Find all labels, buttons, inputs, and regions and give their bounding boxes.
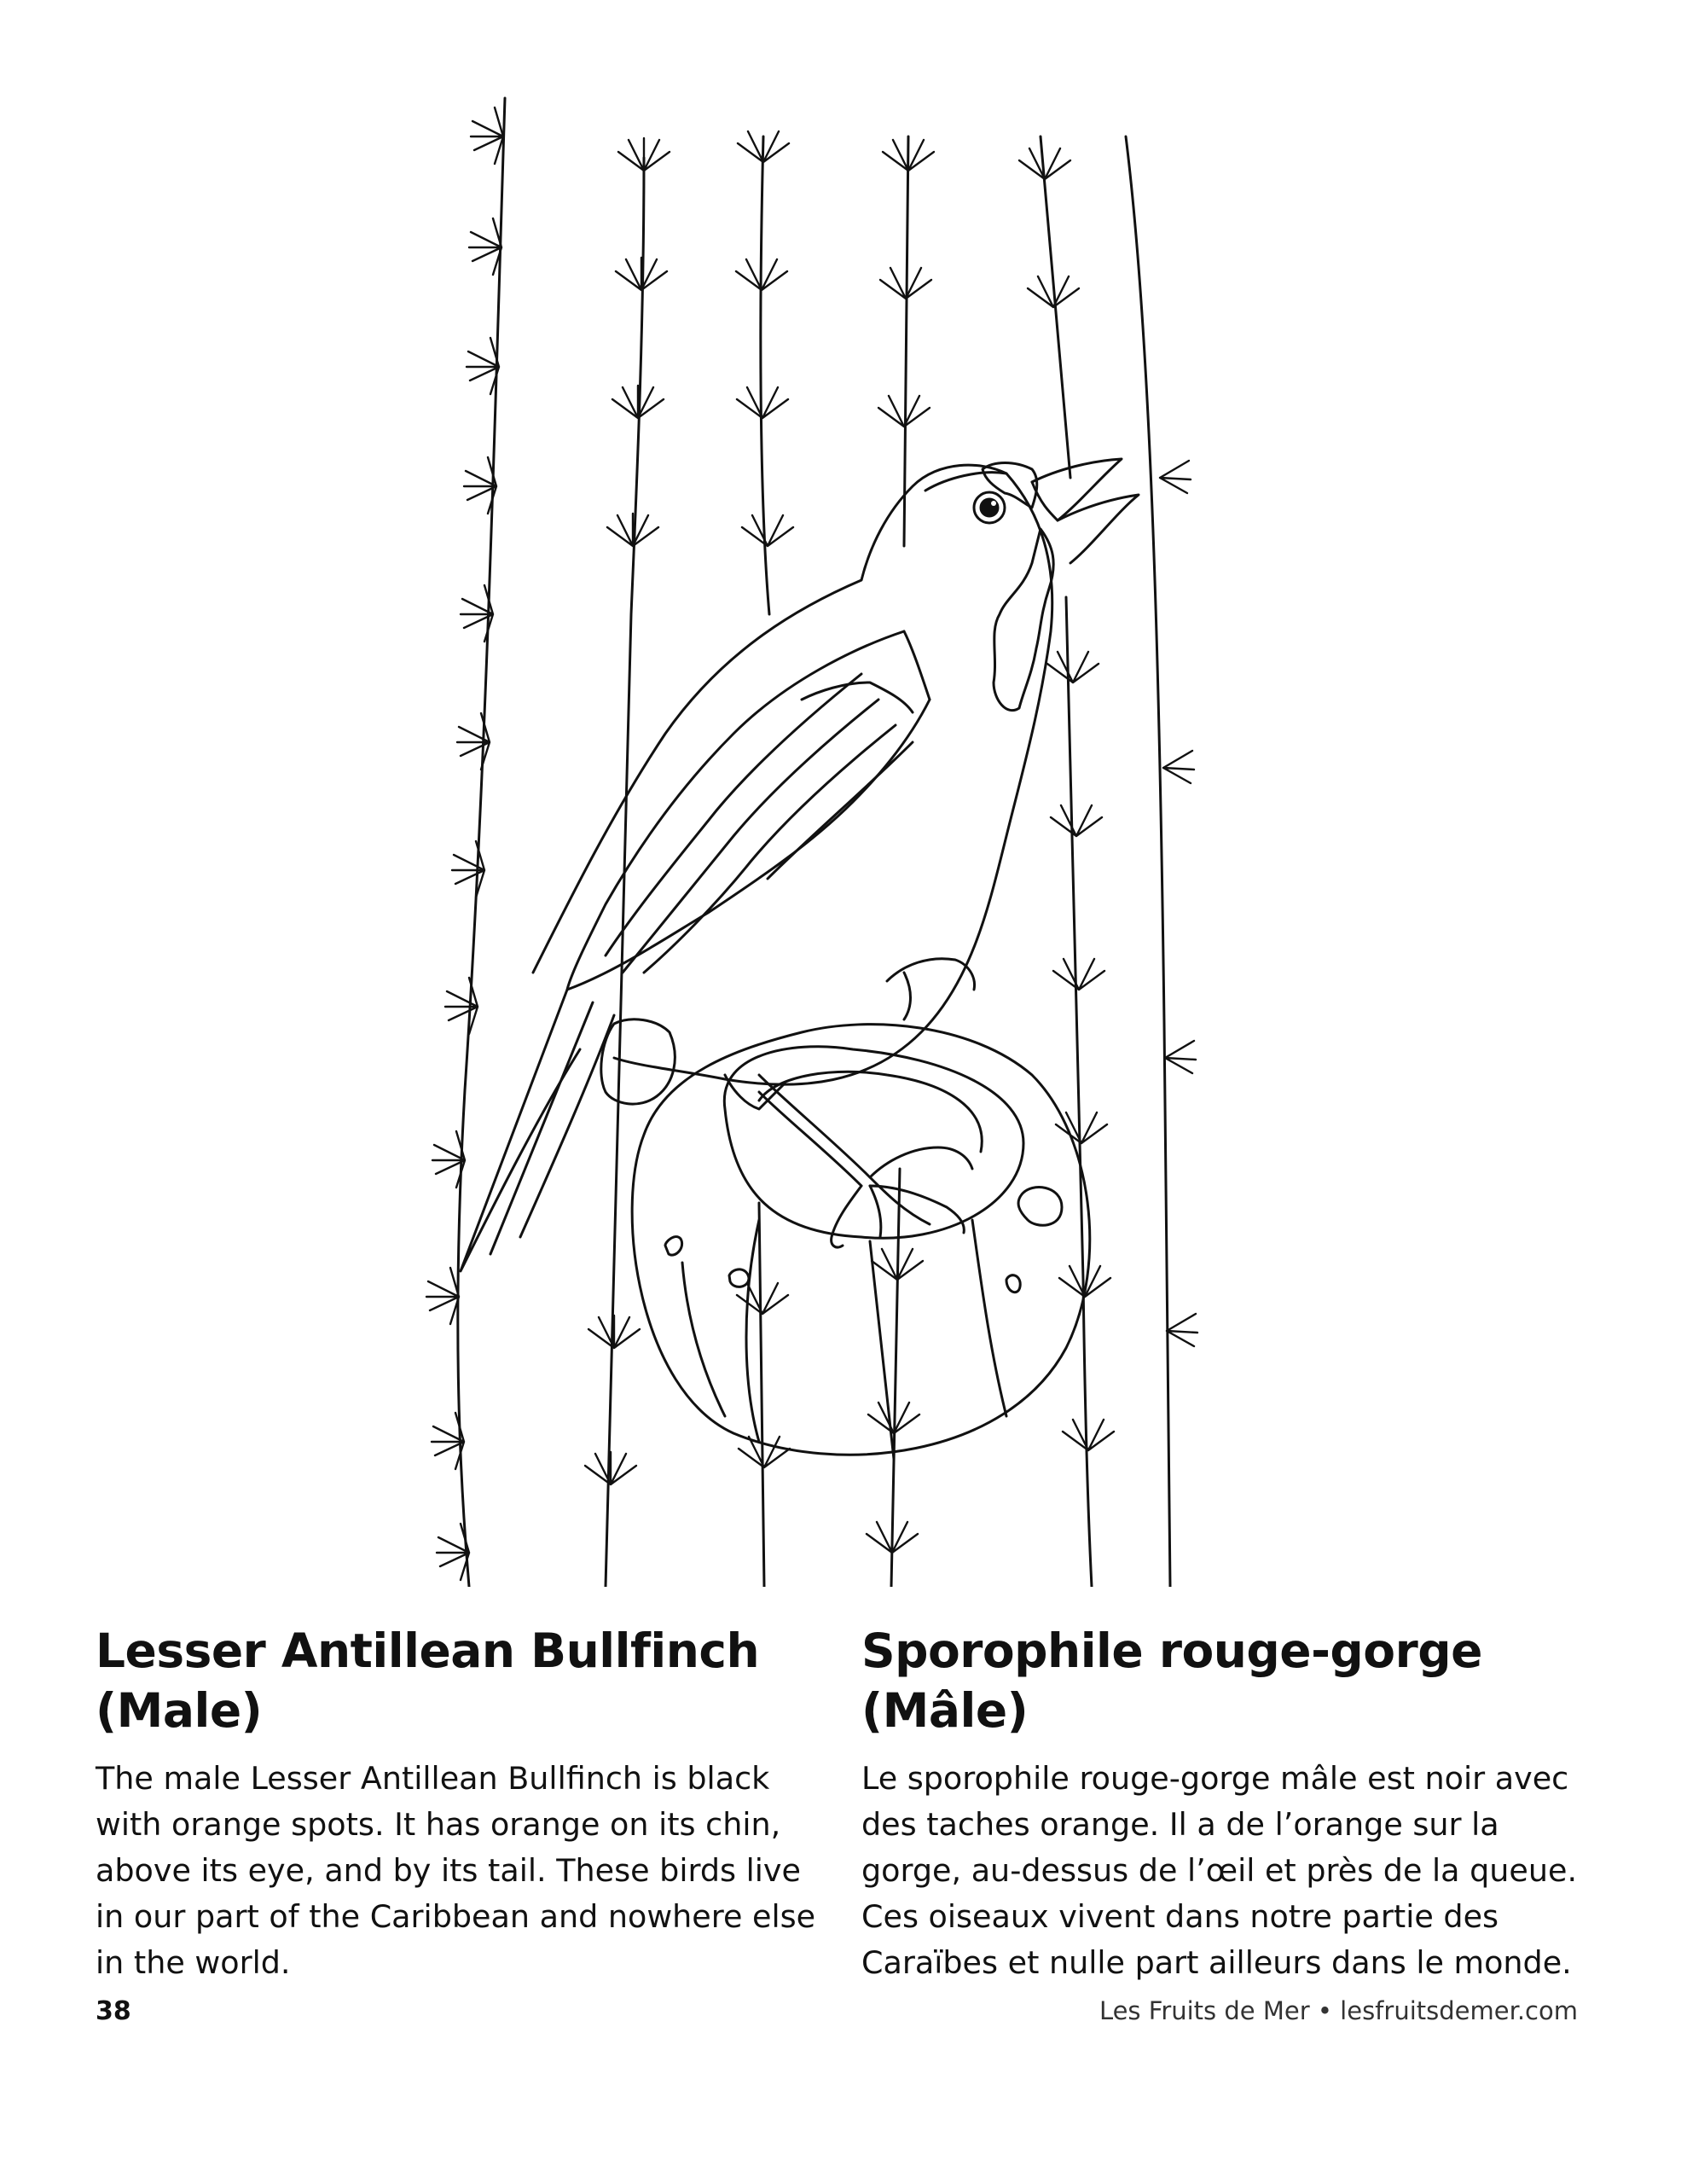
english-heading-line2: (Male) bbox=[96, 1683, 263, 1738]
english-caption bbox=[96, 1621, 829, 1986]
bullfinch-coloring-illustration bbox=[358, 85, 1228, 1587]
french-heading-line1: Sporophile rouge-gorge bbox=[861, 1623, 1482, 1678]
cactus-stems bbox=[458, 98, 1170, 1587]
cactus-spines bbox=[426, 107, 1197, 1580]
page-number: 38 bbox=[96, 1996, 131, 2026]
french-caption bbox=[861, 1621, 1595, 1986]
footer-site-credit: Les Fruits de Mer • lesfruitsdemer.com bbox=[1099, 1996, 1578, 2025]
english-heading-line1: Lesser Antillean Bullfinch bbox=[96, 1623, 760, 1678]
french-heading-line2: (Mâle) bbox=[861, 1683, 1029, 1738]
english-heading bbox=[96, 1621, 829, 1740]
bullfinch-bird bbox=[461, 459, 1139, 1271]
cactus-fruit bbox=[632, 1025, 1090, 1459]
english-description: The male Lesser Antillean Bullfinch is black with orange spots. It has orange on its chin, above its eye, and by its tail. These birds live in our part of the Caribbean and nowhere else in the world. bbox=[96, 1760, 816, 1981]
french-description: Le sporophile rouge-gorge mâle est noir avec des taches orange. Il a de l’orange sur la gorge, au-dessus de l’œil et près de la queue. Ces oiseaux vivent dans notre partie des Caraïbes et nulle part ailleurs dans le monde. bbox=[861, 1760, 1578, 1981]
french-heading bbox=[861, 1621, 1595, 1740]
